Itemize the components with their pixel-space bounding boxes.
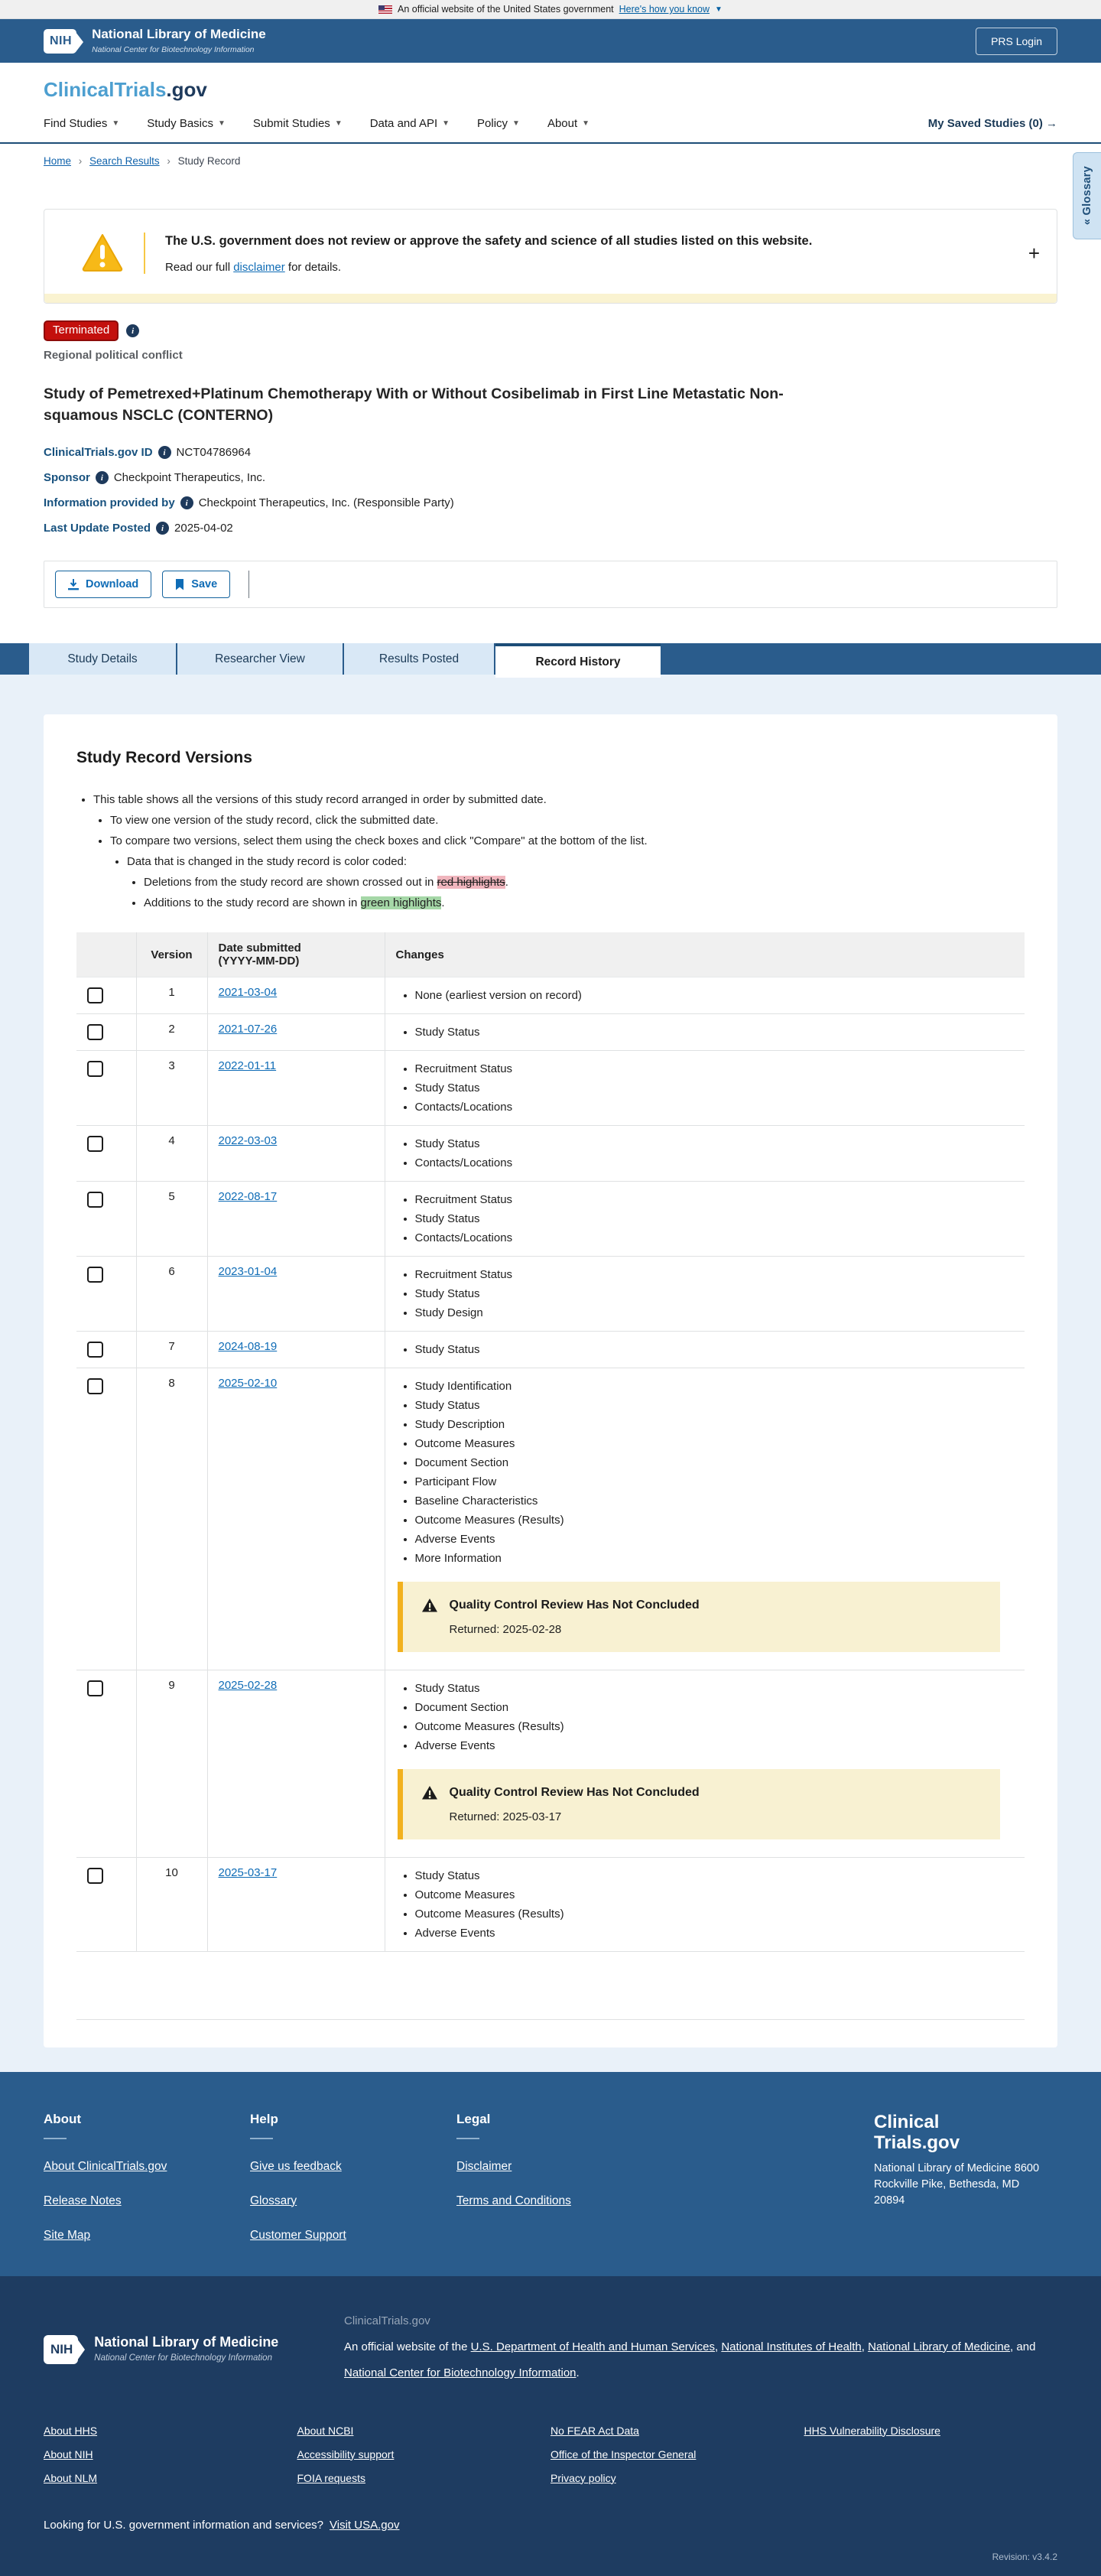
save-button[interactable]: Save (162, 571, 230, 598)
change-item: • Recruitment Status (415, 1059, 1015, 1078)
chevron-down-icon: ▼ (218, 119, 226, 128)
usa-gov-prompt: Looking for U.S. government information and services? Visit USA.gov (44, 2518, 400, 2532)
alert-returned-date: Returned: 2025-03-17 (449, 1810, 562, 1823)
change-item: • Study Status (415, 1866, 1015, 1885)
version-date-link[interactable]: 2025-02-28 (218, 1679, 278, 1692)
footer-column-about: About About ClinicalTrials.gov Release Notes Site Map (44, 2112, 250, 2243)
header-version: Version (136, 932, 207, 977)
alert-title: Quality Control Review Has Not Concluded (449, 1786, 700, 1799)
nlm-footer (0, 2276, 1101, 2576)
why-stopped-text: Regional political conflict (44, 349, 183, 362)
disclaimer-title: The U.S. government does not review or approve the safety and science of all studies listed on this website. (165, 234, 813, 248)
changes-cell (385, 1332, 1025, 1368)
nih-header (0, 19, 1101, 63)
instruction-item: • Data that is changed in the study record is color coded: • Deletions from the study record are shown crossed out in red highlights. • Additions to the study record are shown in green highlights. (127, 852, 1025, 912)
changes-list (396, 1340, 1015, 1359)
compare-checkbox[interactable] (87, 1136, 103, 1152)
instruction-item-additions: • Additions to the study record are shown in green highlights. (144, 893, 1025, 912)
checkbox-cell (76, 1014, 136, 1051)
compare-checkbox[interactable] (87, 987, 103, 1003)
red-highlight-sample: red highlights (437, 876, 505, 889)
checkbox-cell (76, 1257, 136, 1332)
change-item: • Recruitment Status (415, 1190, 1015, 1209)
change-item: • Document Section (415, 1453, 1015, 1472)
versions-table (76, 932, 1025, 2019)
change-item: • Study Status (415, 1340, 1015, 1359)
heres-how-you-know-link[interactable]: Here's how you know (619, 4, 710, 15)
version-date-link[interactable]: 2025-02-10 (218, 1377, 278, 1390)
checkbox-cell (76, 1858, 136, 1952)
header-date-submitted: Date submitted (YYYY-MM-DD) (207, 932, 385, 977)
changes-list (396, 1134, 1015, 1173)
footer-column-help: Help Give us feedback Glossary Customer Support (250, 2112, 456, 2243)
change-item: • Outcome Measures (415, 1885, 1015, 1904)
change-item: • Study Identification (415, 1377, 1015, 1396)
table-row (76, 1670, 1025, 1858)
chevron-down-icon: ▼ (715, 5, 723, 14)
versions-tbody (76, 977, 1025, 2019)
nav-data-and-api[interactable]: Data and API ▼ (369, 117, 450, 130)
nlm-link[interactable]: National Library of Medicine (868, 2340, 1011, 2353)
nav-policy[interactable]: Policy ▼ (477, 117, 520, 130)
change-item: • Outcome Measures (Results) (415, 1511, 1015, 1530)
changes-cell (385, 1858, 1025, 1952)
compare-checkbox[interactable] (87, 1868, 103, 1884)
action-bar (44, 561, 1057, 608)
footer-column-legal: Legal Disclaimer Terms and Conditions (456, 2112, 663, 2243)
info-icon[interactable]: i (156, 522, 169, 535)
info-icon[interactable]: i (96, 471, 109, 484)
info-icon[interactable]: i (158, 446, 171, 459)
nih-logo: NIH (44, 2335, 78, 2364)
changes-list (396, 1866, 1015, 1943)
changes-cell (385, 1182, 1025, 1257)
date-cell (207, 977, 385, 1014)
header-checkbox-column (76, 932, 136, 977)
nlm-name: National Library of Medicine (92, 26, 266, 41)
chevron-down-icon: ▼ (112, 119, 120, 128)
changes-cell (385, 1051, 1025, 1126)
change-item: • Outcome Measures (415, 1434, 1015, 1453)
compare-checkbox[interactable] (87, 1024, 103, 1040)
table-row (76, 1051, 1025, 1126)
checkbox-cell (76, 1051, 136, 1126)
footer-link[interactable]: About ClinicalTrials.gov (44, 2159, 167, 2173)
change-item: • None (earliest version on record) (415, 986, 1015, 1005)
footer-links-legal (456, 2160, 663, 2208)
changes-cell (385, 1014, 1025, 1051)
table-row (76, 1182, 1025, 1257)
instruction-item: • To compare two versions, select them using the check boxes and click "Compare" at the bottom of the list. • Data that is changed in the study record is color coded: • Deletions from the study record are shown crossed out in red highlights. • Additions to the study record are shown in green highlights. (110, 831, 1025, 912)
changes-list (396, 1190, 1015, 1247)
table-row (76, 1858, 1025, 1952)
footer-address: National Library of Medicine 8600 Rockville Pike, Bethesda, MD 20894 (874, 2161, 1040, 2207)
changes-list (396, 1679, 1015, 1755)
field-nct-id: ClinicalTrials.gov ID i NCT04786964 (44, 446, 252, 459)
change-item: • Recruitment Status (415, 1265, 1015, 1284)
ncbi-subtitle: National Center for Biotechnology Information (92, 44, 255, 54)
version-cell: 1 (136, 977, 207, 1014)
checkbox-cell (76, 1368, 136, 1670)
footer-link[interactable]: No FEAR Act Data (550, 2424, 639, 2437)
banner-bottom-strip (44, 294, 1057, 303)
quality-control-alert (398, 1582, 1001, 1652)
tab-study-details[interactable]: Study Details (29, 643, 176, 675)
checkbox-cell (76, 1332, 136, 1368)
compare-checkbox[interactable] (87, 1061, 103, 1077)
versions-instructions (76, 790, 1025, 912)
change-item: • Contacts/Locations (415, 1228, 1015, 1247)
version-date-link[interactable]: 2021-07-26 (218, 1023, 278, 1036)
table-row-empty (76, 1952, 1025, 2019)
footer-link[interactable]: Glossary (250, 2194, 297, 2207)
alert-triangle-icon (421, 1598, 438, 1613)
alert-title: Quality Control Review Has Not Concluded (449, 1599, 700, 1612)
change-item: • Contacts/Locations (415, 1153, 1015, 1173)
site-footer (0, 2072, 1101, 2276)
toolbar-divider (248, 571, 249, 598)
version-cell: 10 (136, 1858, 207, 1952)
footer-link[interactable]: Disclaimer (456, 2159, 512, 2173)
breadcrumb-search-results[interactable]: Search Results (89, 155, 160, 167)
changes-list (396, 1059, 1015, 1117)
compare-checkbox[interactable] (87, 1342, 103, 1358)
change-item: • More Information (415, 1549, 1015, 1568)
change-item: • Baseline Characteristics (415, 1491, 1015, 1511)
footer-link[interactable]: Privacy policy (550, 2471, 616, 2484)
change-item: • Outcome Measures (Results) (415, 1717, 1015, 1736)
alert-returned-date: Returned: 2025-02-28 (449, 1623, 562, 1636)
change-item: • Study Status (415, 1134, 1015, 1153)
version-cell: 4 (136, 1126, 207, 1182)
table-row (76, 1126, 1025, 1182)
version-cell: 8 (136, 1368, 207, 1670)
table-row (76, 977, 1025, 1014)
checkbox-cell (76, 1126, 136, 1182)
status-badge: Terminated (44, 320, 119, 341)
visit-usa-gov-link[interactable]: Visit USA.gov (330, 2518, 400, 2532)
glossary-side-tab[interactable]: « Glossary (1073, 152, 1101, 239)
footer-link[interactable]: Office of the Inspector General (550, 2448, 697, 2461)
instruction-item: • To view one version of the study record, click the submitted date. (110, 811, 1025, 830)
date-cell (207, 1257, 385, 1332)
version-cell: 6 (136, 1257, 207, 1332)
gov-banner (0, 0, 1101, 19)
date-cell (207, 1368, 385, 1670)
section-heading: Study Record Versions (76, 749, 252, 766)
change-item: • Study Status (415, 1023, 1015, 1042)
footer-link[interactable]: Release Notes (44, 2194, 122, 2207)
instruction-item-deletions: • Deletions from the study record are shown crossed out in red highlights. (144, 873, 1025, 892)
change-item: • Adverse Events (415, 1736, 1015, 1755)
chevron-down-icon: ▼ (582, 119, 590, 128)
breadcrumb-home[interactable]: Home (44, 155, 72, 167)
footer-link-grid (44, 2425, 1057, 2496)
table-row (76, 1014, 1025, 1051)
field-last-update-posted: Last Update Posted i 2025-04-02 (44, 522, 233, 535)
tab-researcher-view[interactable]: Researcher View (177, 643, 343, 675)
version-cell: 5 (136, 1182, 207, 1257)
tab-results-posted[interactable]: Results Posted (344, 643, 494, 675)
footer-link-column (44, 2425, 297, 2496)
footer-link[interactable]: FOIA requests (297, 2471, 365, 2484)
bookmark-icon (175, 579, 184, 590)
site-nav (0, 63, 1101, 144)
table-row (76, 1257, 1025, 1332)
change-item: • Participant Flow (415, 1472, 1015, 1491)
version-date-link[interactable]: 2021-03-04 (218, 986, 278, 999)
table-header-row (76, 932, 1025, 977)
footer-link[interactable]: Site Map (44, 2228, 91, 2242)
changes-cell (385, 1368, 1025, 1670)
record-tabs (0, 643, 1101, 675)
changes-list (396, 986, 1015, 1005)
change-item: • Document Section (415, 1698, 1015, 1717)
change-item: • Outcome Measures (Results) (415, 1904, 1015, 1924)
changes-cell (385, 1126, 1025, 1182)
us-flag-icon (378, 5, 392, 14)
checkbox-cell (76, 977, 136, 1014)
footer-link[interactable]: About NIH (44, 2448, 93, 2461)
green-highlight-sample: green highlights (360, 896, 442, 909)
footer-link[interactable]: Terms and Conditions (456, 2194, 571, 2207)
version-cell: 3 (136, 1051, 207, 1126)
version-cell: 7 (136, 1332, 207, 1368)
footer-link[interactable]: Accessibility support (297, 2448, 395, 2461)
change-item: • Study Description (415, 1415, 1015, 1434)
date-cell (207, 1051, 385, 1126)
nlm-logo-lockup[interactable]: NIH National Library of Medicine National Center for Biotechnology Information (44, 2313, 326, 2386)
nih-logo[interactable]: NIH (44, 29, 76, 54)
date-cell (207, 1670, 385, 1858)
date-cell (207, 1014, 385, 1051)
date-cell (207, 1182, 385, 1257)
footer-link[interactable]: About NLM (44, 2471, 98, 2484)
change-item: • Contacts/Locations (415, 1098, 1015, 1117)
government-disclaimer-banner (44, 209, 1057, 304)
disclaimer-link[interactable]: disclaimer (233, 261, 285, 274)
breadcrumb: Home › Search Results › Study Record (44, 155, 241, 167)
change-item: • Study Status (415, 1396, 1015, 1415)
nav-submit-studies[interactable]: Submit Studies ▼ (252, 117, 343, 130)
official-website-statement: ClinicalTrials.gov An official website of the U.S. Department of Health and Human Services, National Institutes of Health, National Library of Medicine, and National Center for Biotechnology Information. (344, 2314, 1036, 2379)
checkbox-cell (76, 1182, 136, 1257)
footer-link[interactable]: Give us feedback (250, 2159, 342, 2173)
change-item: • Study Status (415, 1679, 1015, 1698)
page-title: Study of Pemetrexed+Platinum Chemotherapy With or Without Cosibelimab in First Line Metastatic Non-squamous NSCLC (CONTERNO) (44, 385, 784, 424)
clinicaltrials-logo[interactable]: ClinicalTrials.gov (44, 78, 207, 101)
change-item: • Adverse Events (415, 1924, 1015, 1943)
prs-login-button[interactable]: PRS Login (976, 28, 1057, 55)
version-cell: 9 (136, 1670, 207, 1858)
change-item: • Study Design (415, 1303, 1015, 1322)
compare-checkbox[interactable] (87, 1378, 103, 1394)
chevron-down-icon: ▼ (334, 119, 343, 128)
changes-list (396, 1023, 1015, 1042)
header-changes: Changes (385, 932, 1025, 977)
footer-link[interactable]: Customer Support (250, 2228, 346, 2242)
official-website-text: An official website of the United States government (398, 4, 614, 15)
changes-cell (385, 1257, 1025, 1332)
changes-list (396, 1377, 1015, 1568)
ncbi-link[interactable]: National Center for Biotechnology Information (344, 2366, 576, 2379)
change-item: • Study Status (415, 1209, 1015, 1228)
date-cell (207, 1332, 385, 1368)
version-date-link[interactable]: 2025-03-17 (218, 1866, 278, 1879)
version-date-link[interactable]: 2022-01-11 (218, 1059, 277, 1072)
version-date-link[interactable]: 2022-03-03 (218, 1134, 278, 1147)
change-item: • Study Status (415, 1078, 1015, 1098)
compare-checkbox[interactable] (87, 1192, 103, 1208)
breadcrumb-study-record: Study Record (177, 155, 241, 167)
footer-links-help (250, 2160, 456, 2243)
checkbox-cell (76, 1670, 136, 1858)
download-icon (68, 579, 79, 590)
nih-link[interactable]: National Institutes of Health (721, 2340, 862, 2353)
hhs-link[interactable]: U.S. Department of Health and Human Services (470, 2340, 715, 2353)
field-information-provided-by: Information provided by i Checkpoint Therapeutics, Inc. (Responsible Party) (44, 496, 454, 509)
revision-label: Revision: v3.4.2 (992, 2551, 1057, 2562)
quality-control-alert (398, 1769, 1001, 1839)
field-sponsor: Sponsor i Checkpoint Therapeutics, Inc. (44, 471, 266, 484)
arrow-right-icon: → (1046, 117, 1057, 130)
info-icon[interactable]: i (180, 496, 193, 509)
changes-cell (385, 1670, 1025, 1858)
tab-record-history[interactable]: Record History (495, 643, 661, 678)
footer-link-column (804, 2425, 1058, 2496)
warning-triangle-icon (81, 233, 124, 274)
study-info-list (44, 446, 1057, 535)
footer-link[interactable]: About NCBI (297, 2424, 354, 2437)
compare-checkbox[interactable] (87, 1267, 103, 1283)
nav-find-studies[interactable]: Find Studies ▼ (44, 117, 120, 130)
version-date-link[interactable]: 2023-01-04 (218, 1265, 278, 1278)
nav-about[interactable]: About ▼ (547, 117, 590, 130)
change-item: • Adverse Events (415, 1530, 1015, 1549)
nav-study-basics[interactable]: Study Basics ▼ (147, 117, 226, 130)
download-button[interactable]: Download (55, 571, 151, 598)
date-cell (207, 1126, 385, 1182)
version-date-link[interactable]: 2024-08-19 (218, 1340, 278, 1353)
chevron-down-icon: ▼ (442, 119, 450, 128)
disclaimer-subtext: Read our full disclaimer for details. (165, 261, 342, 274)
table-row (76, 1368, 1025, 1670)
changes-list (396, 1265, 1015, 1322)
change-item: • Study Status (415, 1284, 1015, 1303)
chevron-down-icon: ▼ (512, 119, 520, 128)
compare-checkbox[interactable] (87, 1680, 103, 1696)
footer-link-column (550, 2425, 804, 2496)
record-history-panel (0, 675, 1101, 2072)
footer-link[interactable]: About HHS (44, 2424, 98, 2437)
footer-link-column (297, 2425, 551, 2496)
my-saved-studies-link[interactable]: My Saved Studies (0) → (927, 117, 1057, 130)
info-icon[interactable]: i (126, 324, 139, 337)
instruction-item: • This table shows all the versions of this study record arranged in order by submitted date. • To view one version of the study record, click the submitted date. • To compare two versions, select them using the check boxes and click "Compare" at the bottom of the list. • Data that is changed in the study record is color coded: • Deletions from the study record are shown crossed out in red highlights. • Additions to the study record are shown in green highlights. (93, 790, 1025, 912)
footer-links-about (44, 2160, 250, 2243)
version-cell: 2 (136, 1014, 207, 1051)
footer-link[interactable]: HHS Vulnerability Disclosure (804, 2424, 940, 2437)
date-cell (207, 1858, 385, 1952)
table-row (76, 1332, 1025, 1368)
footer-brand: Clinical Trials.gov National Library of Medicine 8600 Rockville Pike, Bethesda, MD 20894 (874, 2112, 1057, 2243)
alert-triangle-icon (421, 1785, 438, 1800)
version-date-link[interactable]: 2022-08-17 (218, 1190, 278, 1203)
changes-cell (385, 977, 1025, 1014)
expand-banner-icon[interactable]: + (1028, 242, 1040, 265)
